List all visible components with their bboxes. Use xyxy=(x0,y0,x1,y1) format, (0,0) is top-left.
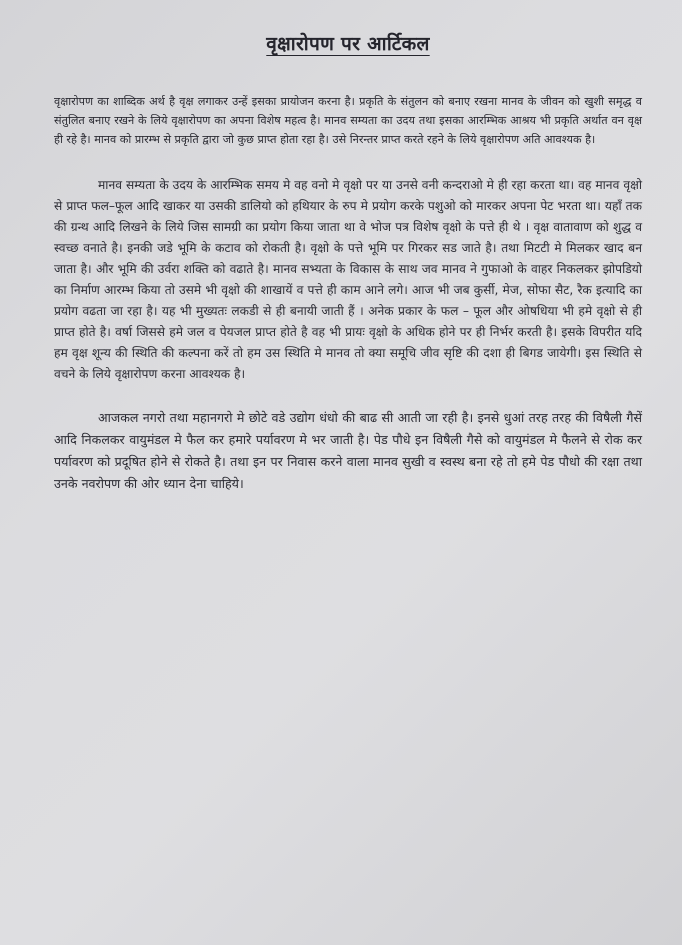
paragraph-intro: वृक्षारोपण का शाब्दिक अर्थ है वृक्ष लगाकर उन्हें इसका प्रायोजन करना है। प्रकृति के संतुलन को बनाए रखना मानव के जीवन को खुशी समृद्ध व संतुलित बनाए रखने के लिये वृक्षारोपण का अपना विशेष महत्व है। मानव सम्यता का उदय तथा इसका आरम्भिक आश्रय भी प्रकृति अर्थात वन वृक्ष ही रहे है। मानव को प्रारम्भ से प्रकृति द्वारा जो कुछ प्राप्त होता रहा है। उसे निरन्तर प्राप्त करते रहने के लिये वृक्षारोपण अति आवश्यक है। xyxy=(54,95,642,146)
title-text: वृक्षारोपण पर आर्टिकल xyxy=(266,33,430,55)
page-title xyxy=(54,30,642,56)
paragraph-history: मानव सम्यता के उदय के आरम्भिक समय मे वह वनो मे वृक्षो पर या उनसे वनी कन्दराओ मे ही रहा करता था। वह मानव वृक्षो से प्राप्त फल–फूल आदि खाकर या उसकी डालियो को हथियार के रुप मे प्रयोग करके पशुओ को मारकर अपना पेट भरता था। यहाँ तक की ग्रन्थ आदि लिखने के लिये जिस सामग्री का प्रयोग किया जाता था वे भोज पत्र विशेष वृक्षो के पत्ते ही थे । वृक्ष वातावाण को शुद्ध व स्वच्छ वनाते है। इनकी जडे भूमि के कटाव को रोकती है। वृक्षो के पत्ते भूमि पर गिरकर सड जाते है। तथा मिटटी मे मिलकर खाद बन जाता है। और भूमि की उर्वरा शक्ति को वढाते है। मानव सभ्यता के विकास के साथ जव मानव ने गुफाओ के वाहर निकलकर झोपडियो का निर्माण आरम्भ किया तो उसमे भी वृक्षो की शाखायें व पत्ते ही काम आने लगे। आज भी जब कुर्सी, मेज, सोफा सैट, रैक इत्यादि का प्रयोग वढता जा रहा है। यह भी मुख्यतः लकडी से ही बनायी जाती हैं । अनेक प्रकार के फल – फूल और ओषधिया भी हमे वृक्षो से ही प्राप्त होते है। वर्षा जिससे हमे जल व पेयजल प्राप्त होते है वह भी प्रायः वृक्षो के अधिक होने पर ही निर्भर करती है। इसके विपरीत यदि हम वृक्ष शून्य की स्थिति की कल्पना करें तो हम उस स्थिति मे मानव तो क्या समूचि जीव सृष्टि की दशा ही बिगड जायेगी। इस स्थिति से वचने के लिये वृक्षारोपण करना आवश्यक है। xyxy=(54,178,642,381)
paragraph-pollution: आजकल नगरो तथा महानगरो मे छोटे वडे उद्योग धंधो की बाढ सी आती जा रही है। इनसे धुआं तरह तरह की विषैली गैसें आदि निकलकर वायुमंडल मे फैल कर हमारे पर्यावरण मे भर जाती है। पेड पौधे इन विषैली गैसे को वायुमंडल मे फैलने से रोक कर पर्यावरण को प्रदूषित होने से रोकते है। तथा इन पर निवास करने वाला मानव सुखी व स्वस्थ बना रहे तो हमे पेड पौधो की रक्षा तथा उनके नवरोपण की ओर ध्यान देना चाहिये। xyxy=(54,410,642,491)
